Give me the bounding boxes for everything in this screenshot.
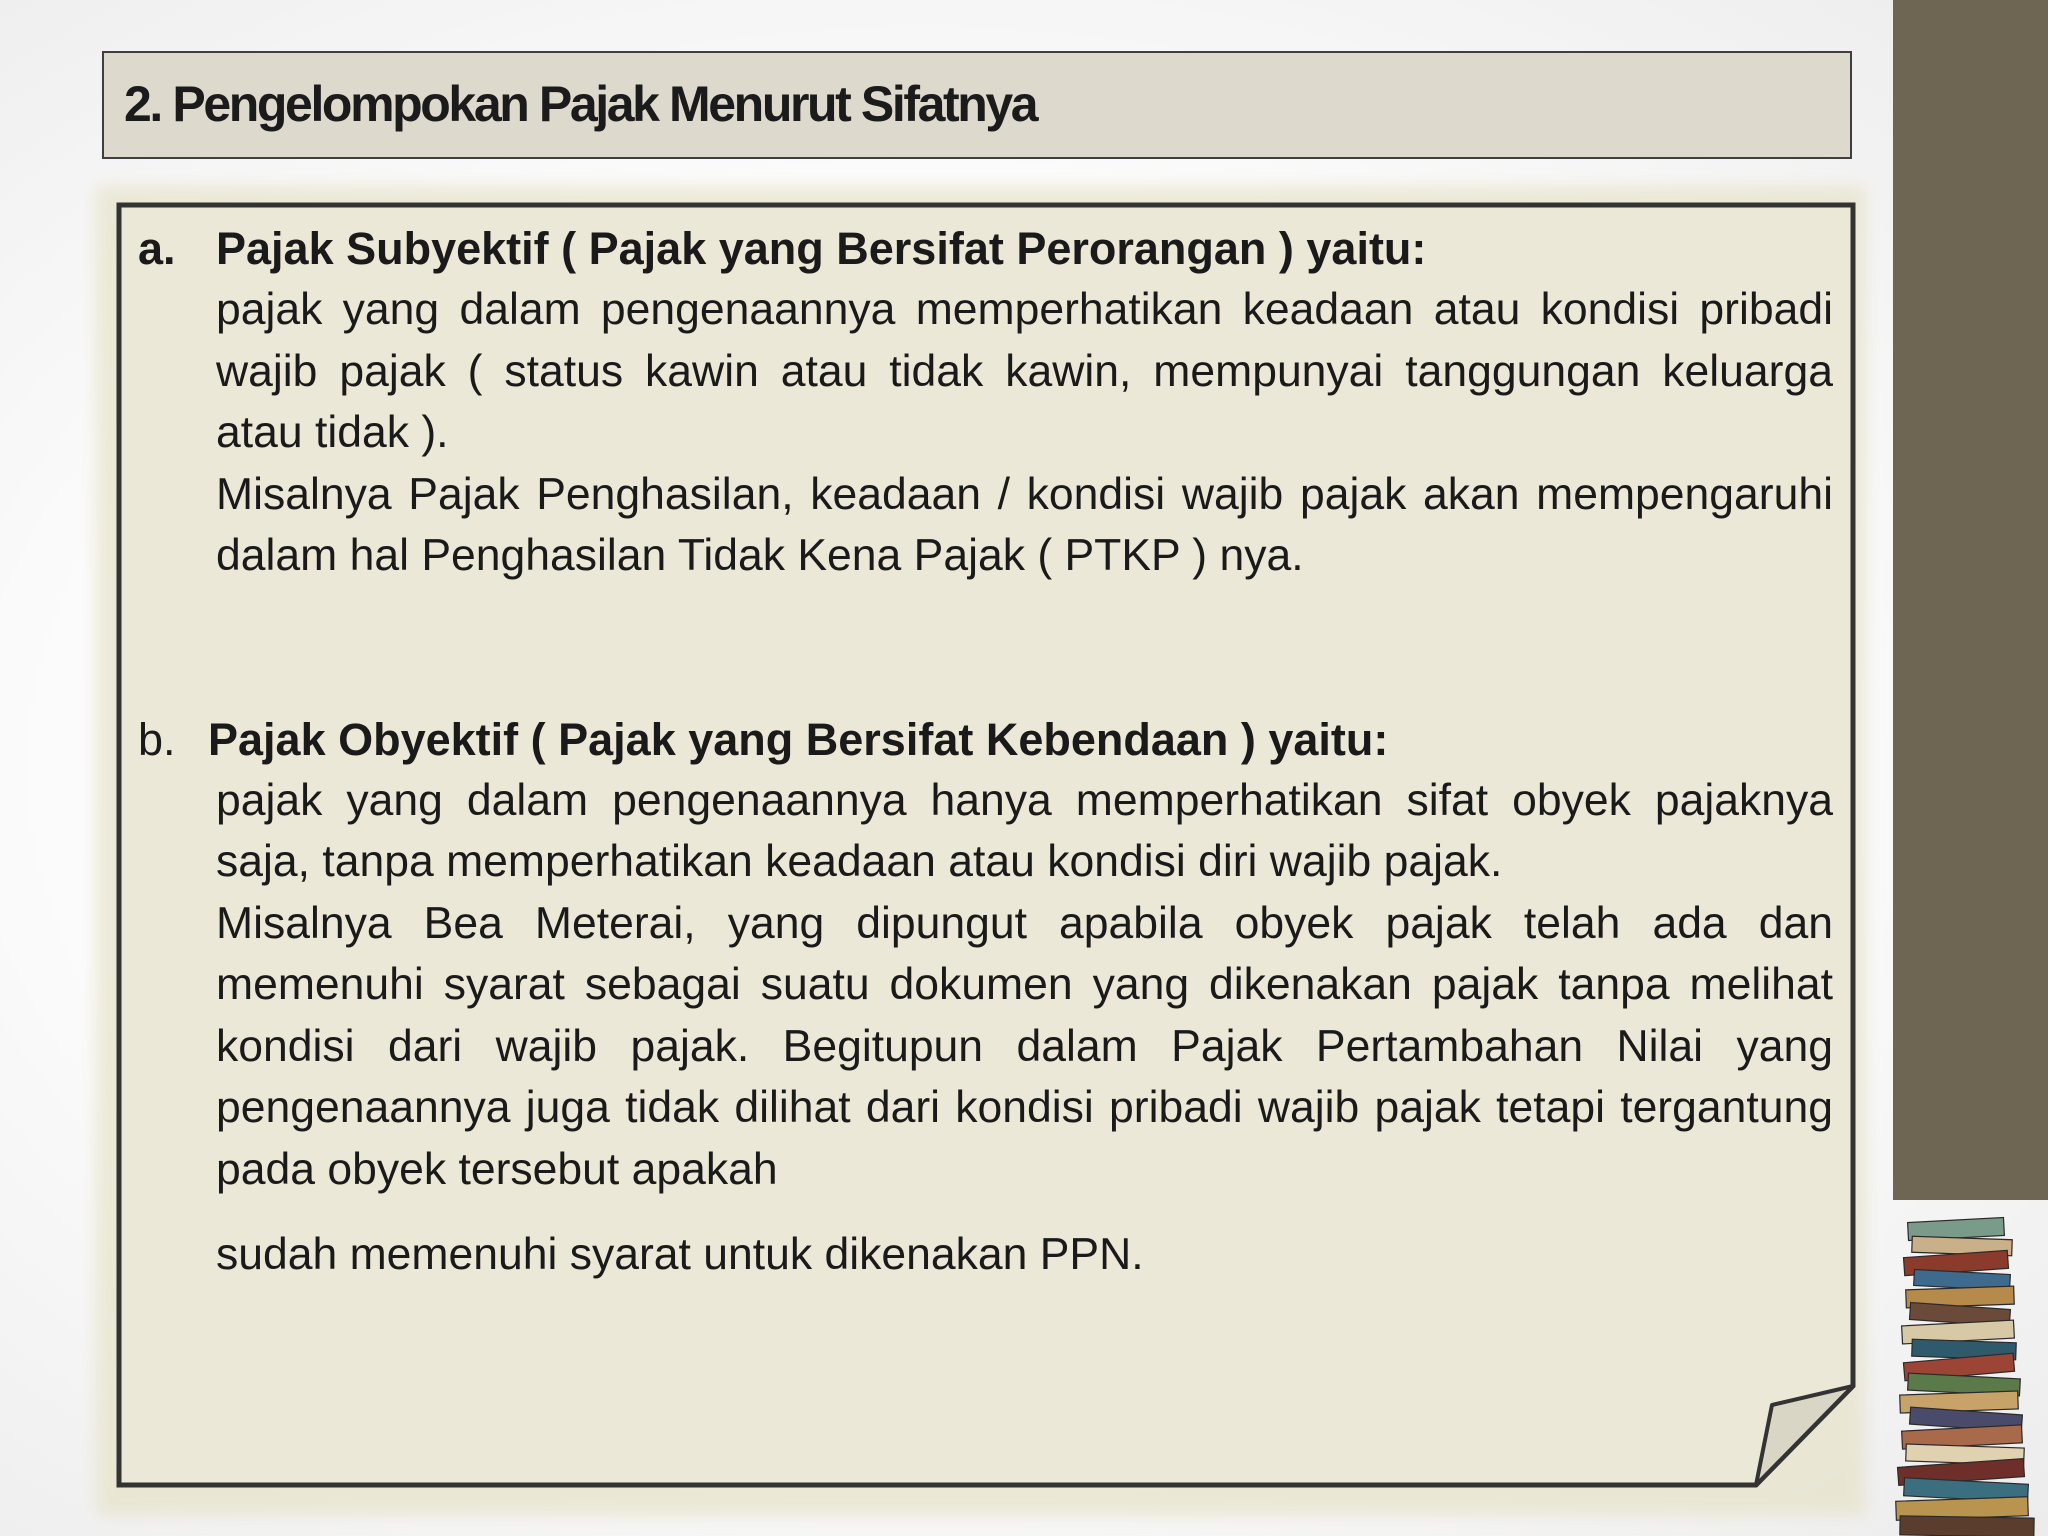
item-a-letter: a.	[138, 223, 176, 274]
item-b-letter: b.	[138, 713, 176, 765]
list-item-b	[138, 709, 1833, 1286]
list-item-a	[138, 218, 1833, 587]
item-b-last-line: sudah memenuhi syarat untuk dikenakan PPN.	[216, 1230, 1144, 1279]
item-b-heading-text: Pajak Obyektif ( Pajak yang Bersifat Kebendaan ) yaitu:	[208, 713, 1389, 765]
content	[138, 218, 1833, 1286]
stacked-books-icon	[1890, 1208, 2048, 1536]
item-b-heading	[138, 709, 1833, 770]
item-b-paragraph-2: Misalnya Bea Meterai, yang dipungut apabila obyek pajak telah ada dan memenuhi syarat sebagai suatu dokumen yang dikenakan pajak tanpa melihat kondisi dari wajib pajak. Begitupun dalam Pajak Pertambahan Nilai yang pengenaannya juga tidak dilihat dari kondisi pribadi wajib pajak tetapi tergantung pada obyek tersebut apakah	[216, 898, 1833, 1194]
item-a-heading-text: Pajak Subyektif ( Pajak yang Bersifat Perorangan ) yaitu:	[216, 223, 1427, 274]
title-box	[102, 51, 1852, 159]
item-b-last-line-wrap	[138, 1224, 1833, 1286]
item-a-paragraph-2: Misalnya Pajak Penghasilan, keadaan / kondisi wajib pajak akan mempengaruhi dalam hal Penghasilan Tidak Kena Pajak ( PTKP ) nya.	[216, 469, 1833, 580]
page-title: 2. Pengelompokan Pajak Menurut Sifatnya	[124, 76, 1037, 132]
item-a-paragraph-1: pajak yang dalam pengenaannya memperhatikan keadaan atau kondisi pribadi wajib pajak ( status kawin atau tidak kawin, mempunyai tanggungan keluarga atau tidak ).	[216, 285, 1833, 457]
item-b-paragraph-1: pajak yang dalam pengenaannya hanya memperhatikan sifat obyek pajaknya saja, tanpa memperhatikan keadaan atau kondisi diri wajib pajak.	[216, 775, 1833, 886]
item-a-heading	[138, 218, 1833, 279]
